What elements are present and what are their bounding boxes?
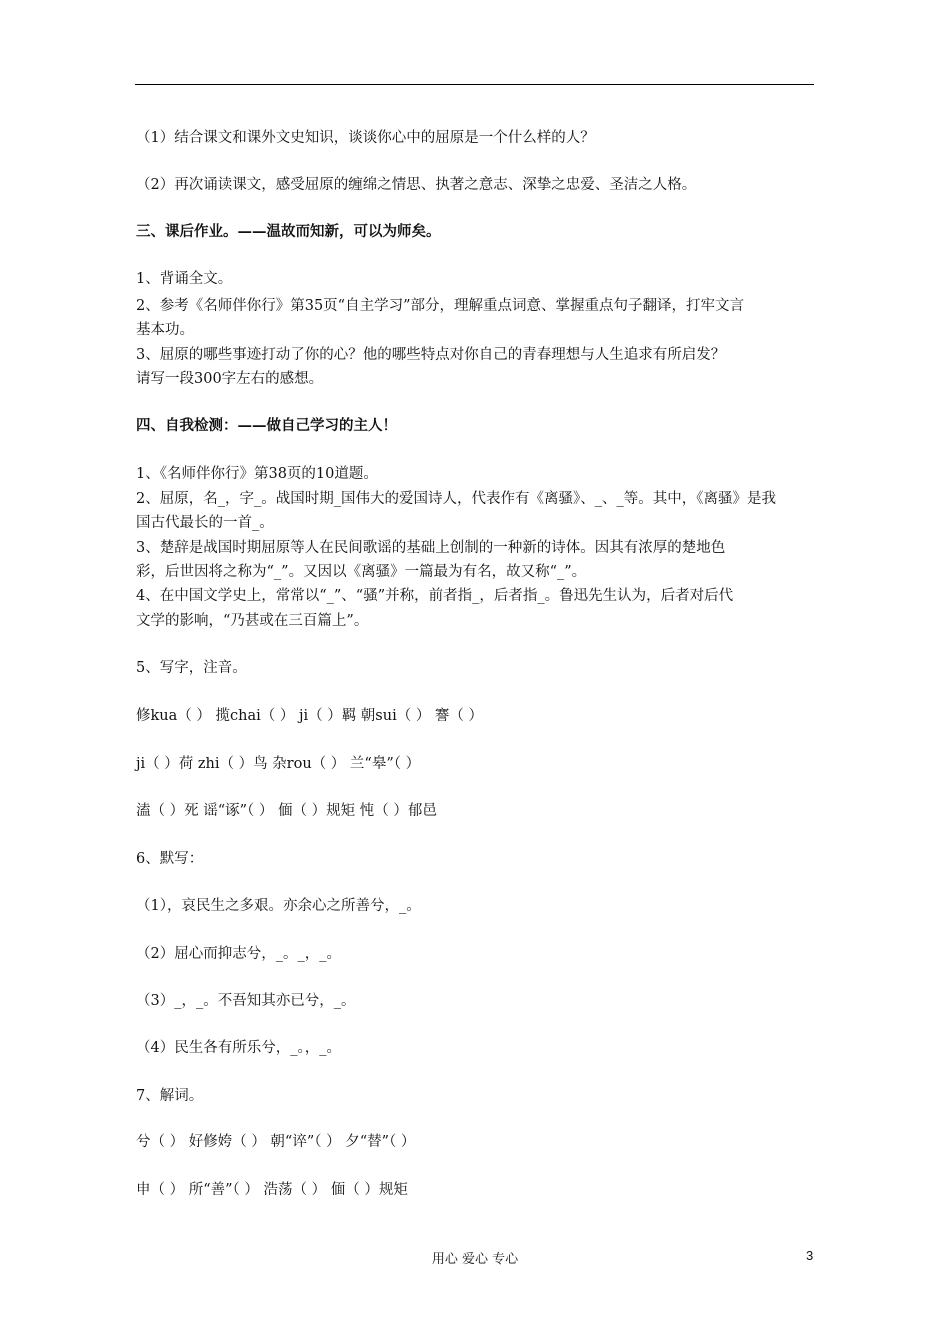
homework-item-1: 1、背诵全文。 [136,271,233,287]
homework-item-2: 2、参考《名师伴你行》第35页“自主学习”部分，理解重点词意、掌握重点句子翻译，打牢文言 [136,298,744,314]
page-number: 3 [806,1248,814,1263]
homework-item-2-cont: 基本功。 [136,322,194,338]
section-heading-self-test: 四、自我检测：——做自己学习的主人！ [136,417,397,434]
dictation-1: （1），哀民生之多艰。亦余心之所善兮，_。 [136,898,421,914]
test-item-2: 2、屈原，名_，字_。战国时期_国伟大的爱国诗人，代表作有《离骚》、_、_等。其中，《离骚》是我 [136,491,776,507]
header-rule [135,84,814,85]
test-item-5: 5、写字，注音。 [136,660,247,676]
test-item-6: 6、默写： [136,851,204,867]
section-heading-homework: 三、课后作业。——温故而知新，可以为师矣。 [136,223,441,240]
test-item-2-cont: 国古代最长的一首_。 [136,515,274,531]
test-item-3-cont: 彩，后世因将之称为“_”。又因以《离骚》一篇最为有名，故又称“_”。 [136,564,587,580]
homework-item-3-cont: 请写一段300字左右的感想。 [136,371,324,387]
test-item-1: 1、《名师伴你行》第38页的10道题。 [136,466,378,482]
vocab-row-2: 申（ ） 所“善”（ ） 浩荡（ ） 偭（ ）规矩 [136,1182,408,1198]
pinyin-row-1: 修kua（ ） 揽chai（ ） ji（ ）羁 朝sui（ ） 謇（ ） [136,708,484,724]
homework-item-3: 3、屈原的哪些事迹打动了你的心？他的哪些特点对你自己的青春理想与人生追求有所启发？ [136,347,726,363]
discussion-question-1: （1）结合课文和课外文史知识，谈谈你心中的屈原是一个什么样的人？ [136,130,595,146]
test-item-7: 7、解词。 [136,1088,204,1104]
dictation-4: （4）民生各有所乐兮，_。，_。 [136,1040,341,1056]
vocab-row-1: 兮（ ） 好修姱（ ） 朝“谇”（ ） 夕“替”（ ） [136,1134,416,1150]
dictation-3: （3）_，_。不吾知其亦已兮，_。 [136,993,356,1009]
test-item-4-cont: 文学的影响，“乃甚或在三百篇上”。 [136,613,369,629]
test-item-4: 4、在中国文学史上，常常以“_”、“骚”并称，前者指_，后者指_。鲁迅先生认为，后者对后代 [136,588,734,604]
dictation-2: （2）屈心而抑志兮，_。_，_。 [136,946,341,962]
pinyin-row-3: 溘（ ）死 谣“诼”（ ） 偭（ ）规矩 忳（ ）郁邑 [136,803,437,819]
pinyin-row-2: ji（ ）荷 zhi（ ）鸟 杂rou（ ） 兰“皋”（ ） [136,756,421,772]
discussion-question-2: （2）再次诵读课文，感受屈原的缠绵之情思、执著之意志、深挚之忠爱、圣洁之人格。 [136,177,697,193]
footer-text: 用心 爱心 专心 [431,1252,519,1267]
test-item-3: 3、楚辞是战国时期屈原等人在民间歌谣的基础上创制的一种新的诗体。因其有浓厚的楚地色 [136,540,726,556]
